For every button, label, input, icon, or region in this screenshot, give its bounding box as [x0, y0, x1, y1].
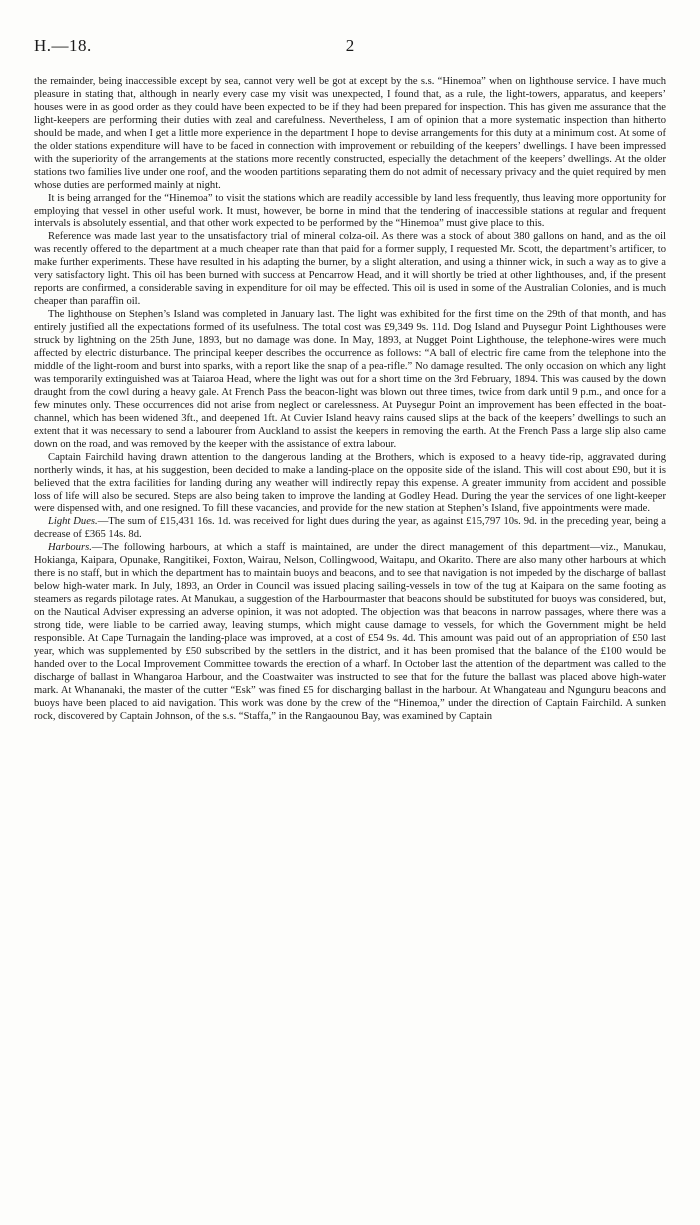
- document-reference: H.—18.: [34, 36, 92, 55]
- light-dues-text: —The sum of £15,431 16s. 1d. was received for light dues during the year, as against £15,797 10s. 9d. in the preceding year, being a decrease of £365 14s. 8d.: [34, 516, 666, 541]
- document-body: [34, 76, 666, 724]
- section-heading-harbours: Harbours.: [48, 542, 92, 554]
- paragraph-stephens-island: The lighthouse on Stephen’s Island was completed in January last. The light was exhibited for the first time on the 29th of that month, and has entirely justified all the expectations formed of its usefulness. The total cost was £9,349 9s. 11d. Dog Island and Puysegur Point Lighthouses were struck by lightning on the 25th June, 1893, but no damage was done. In May, 1893, at Nugget Point Lighthouse, the telephone-wires were much affected by electric disturbance. The principal keeper describes the occurrence as follows: “A ball of electric fire came from the telephone into the middle of the light-room and burst into sparks, with a report like the snap of a pea-rifle.” No damage resulted. The only occasion on which any light was temporarily extinguished was at Taiaroa Head, where the light was out for a short time on the 3rd February, 1894. This was caused by the down draught from the cowl during a heavy gale. At French Pass the beacon-light was blown out three times, twice from dark until 9 p.m., and once for a few minutes only. These occurrences did not arise from neglect or carelessness. At Puysegur Point an improvement has been effected in the boat-channel, which has been widened 3ft., and deepened 1ft. At Cuvier Island heavy rains caused slips at the back of the keepers’ dwellings to such an extent that it was necessary to send a labourer from Auckland to assist the keepers in removing the earth. At the French Pass a large slip also came down on the road, and was removed by the keeper with the assistance of extra labour.: [34, 309, 666, 450]
- page-header: [34, 36, 666, 60]
- section-heading-light-dues: Light Dues.: [48, 516, 98, 528]
- paragraph-harbours: [34, 542, 666, 723]
- paragraph-hinemoa-visits: It is being arranged for the “Hinemoa” to visit the stations which are readily accessible by land less frequently, thus leaving more opportunity for employing that vessel in other useful work. It must, however, be borne in mind that the tendering of inaccessible stations at regular and frequent intervals is absolutely essential, and that other work expected to be performed by the “Hinemoa” must give place to this.: [34, 192, 666, 230]
- page-number: 2: [345, 36, 355, 55]
- paragraph-light-dues: [34, 516, 666, 542]
- harbours-text: —The following harbours, at which a staff is maintained, are under the direct management of this department—viz., Manukau, Hokianga, Kaipara, Opunake, Rangitikei, Foxton, Wairau, Nelson, Collingwood, Waitapu, and Okarito. There are also many other harbours at which there is no staff, but in which the department has to maintain buoys and beacons, and to see that navigation is not impeded by the discharge of ballast below high-water mark. In July, 1893, an Order in Council was issued placing sailing-vessels in tow of the tug at Kaipara on the same footing as steamers as regards pilotage rates. At Manukau, a suggestion of the Harbourmaster that beacons should be substituted for buoys was considered, but, on the Nautical Adviser expressing an adverse opinion, it was not adopted. The objection was that beacons in narrow passages, where there was a strong tide, were liable to be carried away, leaving stumps, which might cause damage to vessels, for which the Government might be held responsible. At Cape Turnagain the landing-place was improved, at a cost of £54 9s. 4d. This amount was paid out of an appropriation of £50 last year, which was supplemented by £50 subscribed by the settlers in the district, and it has been promised that the balance of the £100 would be handed over to the Local Improvement Committee towards the erection of a wharf. In October last the attention of the department was called to the discharge of ballast in Whangaroa Harbour, and the Coastwaiter was instructed to see that for the future the ballast was placed above high-water mark. At Whananaki, the master of the cutter “Esk” was fined £5 for discharging ballast in the harbour. At Whangateau and Ngunguru beacons and buoys have been placed to aid navigation. This work was done by the crew of the “Hinemoa,” under the direction of Captain Fairchild. A sunken rock, discovered by Captain Johnson, of the s.s. “Staffa,” in the Rangaounou Bay, was examined by Captain: [34, 542, 666, 722]
- paragraph-inspection: the remainder, being inaccessible except by sea, cannot very well be got at except by the s.s. “Hinemoa” when on lighthouse service. I have much pleasure in stating that, although in nearly every case my visit was unexpected, I found that, as a rule, the light-towers, apparatus, and keepers’ houses were in as good order as they could have been expected to be if they had been prepared for inspection. This has given me assurance that the light-keepers are performing their duties with zeal and carefulness. Nevertheless, I am of opinion that a more systematic inspection than hitherto should be made, and when I get a little more experience in the department I hope to devise arrangements for this duty at a minimum cost. At some of the older stations expenditure will have to be faced in connection with improvement or rebuilding of the keepers’ dwellings. I have been impressed with the superiority of the arrangements at the stations more recently constructed, especially the detachment of the keepers’ dwellings. At the older stations two families live under one roof, and the wooden partitions separating them do not admit of necessary privacy and the quiet required by men whose duties are performed mainly at night.: [34, 76, 666, 191]
- paragraph-colza-oil: Reference was made last year to the unsatisfactory trial of mineral colza-oil. As there was a stock of about 380 gallons on hand, and as the oil was recently offered to the department at a much cheaper rate than that paid for a former supply, I requested Mr. Scott, the department’s artificer, to make further experiments. These have resulted in his adapting the burner, by a slight alteration, and using a thinner wick, in such a way as to give a very satisfactory light. This oil has been burned with success at Pencarrow Head, and it will shortly be tried at other lighthouses, and, if the present reports are confirmed, a considerable saving in expenditure for oil may be effected. This oil is used in some of the Australian Colonies, and is much cheaper than paraffin oil.: [34, 231, 666, 308]
- paragraph-brothers-landing: Captain Fairchild having drawn attention to the dangerous landing at the Brothers, which is exposed to a heavy tide-rip, aggravated during northerly winds, it has, at his suggestion, been decided to make a landing-place on the opposite side of the island. This will cost about £90, but it is believed that the extra facilities for landing during any weather will indirectly repay this expense. A greater immunity from accident and possible loss of life will also be secured. Steps are also being taken to improve the landing at Godley Head. During the year the services of one light-keeper were dispensed with, and one resigned. To fill these vacancies, and provide for the new station at Stephen’s Island, five appointments were made.: [34, 451, 666, 515]
